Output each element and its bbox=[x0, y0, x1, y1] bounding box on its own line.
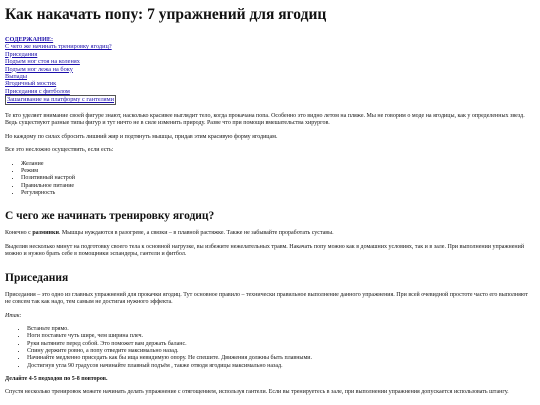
section-heading-squats: Приседания bbox=[5, 271, 69, 284]
list-item: • Регулярность bbox=[21, 190, 535, 197]
table-of-contents bbox=[5, 36, 535, 105]
toc-heading: СОДЕРЖАНИЕ: bbox=[5, 36, 54, 43]
toc-link-fitball-squats[interactable]: Приседания с фитболом bbox=[5, 87, 70, 95]
list-item: • Позитивный настрой bbox=[21, 175, 535, 182]
intro-paragraph-3: Все это несложно осуществить, если есть: bbox=[5, 147, 114, 154]
section-heading-start-training: С чего же начинать тренировку ягодиц? bbox=[5, 210, 215, 223]
section2-paragraph-1: Приседания – это одно из главных упражнений для прокачки ягодиц. Тут основное правило – технически правильное выполнение данного упражнения. При всей очевидной простоте часто его выполняют не совсем так как надо, тем самым не достигая нужного эффекта. bbox=[5, 291, 528, 306]
section1-paragraph-2: Выделив несколько минут на подготовку своего тела к основной нагрузке, вы избежите нежелательных травм. Накачать попу можно как в домашних условиях, так и в зале. При выполнении упражнений можно и нужно брать себе в помощники эспандеры, гантели и фитбол. bbox=[5, 243, 525, 258]
list-item: • Правильное питание bbox=[21, 183, 535, 190]
intro-paragraph-1: Те кто уделяет внимание своей фигуре знают, насколько красивее выглядит тело, когда прокачана попа. Особенно это видно летом на пляже. Мы не говорим о моде на ягодицы, как у определенных звезд. Ведь существуют разные типы фигур и тут ничто не в силе изменить природу. Разве что при помощи вмешательства хирургов. bbox=[5, 112, 525, 127]
list-item: • Ноги поставьте чуть шире, чем ширина плеч. bbox=[27, 333, 535, 340]
toc-link-kneeling-leg-raise[interactable]: Подъем ног стоя на коленях bbox=[5, 58, 80, 66]
list-item: • Начинайте медленно приседать как бы ища невидимую опору. Не спешите. Движения должны быть плавными. bbox=[27, 355, 535, 362]
toc-link-lunges[interactable]: Выпады bbox=[5, 73, 28, 81]
toc-link-step-ups[interactable]: Зашагивание на платформу с гантелями bbox=[7, 96, 115, 104]
requirements-list bbox=[5, 161, 535, 197]
list-item: • Встаньте прямо. bbox=[27, 326, 535, 333]
list-item: • Спину держите ровно, а попу отведите максимально назад. bbox=[27, 348, 535, 355]
steps-list bbox=[5, 326, 535, 370]
list-item: • Режим bbox=[21, 168, 535, 175]
toc-link-start-training[interactable]: С чего же начинать тренировку ягодиц? bbox=[5, 43, 112, 51]
toc-link-side-leg-raise[interactable]: Подъем ног лежа на боку bbox=[5, 65, 73, 73]
intro-paragraph-2: Но каждому по силах сбросить лишний жир и подтянуть мышцы, придав этим красивую форму ягодицам. bbox=[5, 133, 278, 140]
steps-label: Итак: bbox=[5, 312, 22, 319]
section1-paragraph-1: Конечно с разминки. Мышцы нуждаются в разогреве, а связки – в плавной растяжке. Также не забывайте проработать суставы. bbox=[5, 230, 334, 237]
list-item: • Достигнув угла 90 градусов начинайте плавный подъём , также отводя ягодицы максимально назад. bbox=[27, 363, 535, 370]
list-item: • Желание bbox=[21, 161, 535, 168]
sets-note: Делайте 4-5 подходов по 5-8 повторов. bbox=[5, 375, 108, 382]
list-item: • Руки вытяните перед собой. Это поможет вам держать баланс. bbox=[27, 341, 535, 348]
toc-link-squats[interactable]: Приседания bbox=[5, 50, 38, 58]
toc-link-glute-bridge[interactable]: Ягодичный мостик bbox=[5, 80, 57, 88]
section2-paragraph-last: Спустя несколько тренировок можете начинать делать упражнение с отягощением, используя гантели. Если вы тренируетесь в зале, при выполнении упражнения допускается использовать штангу. bbox=[5, 389, 509, 396]
page-title: Как накачать попу: 7 упражнений для ягодиц bbox=[5, 6, 327, 23]
